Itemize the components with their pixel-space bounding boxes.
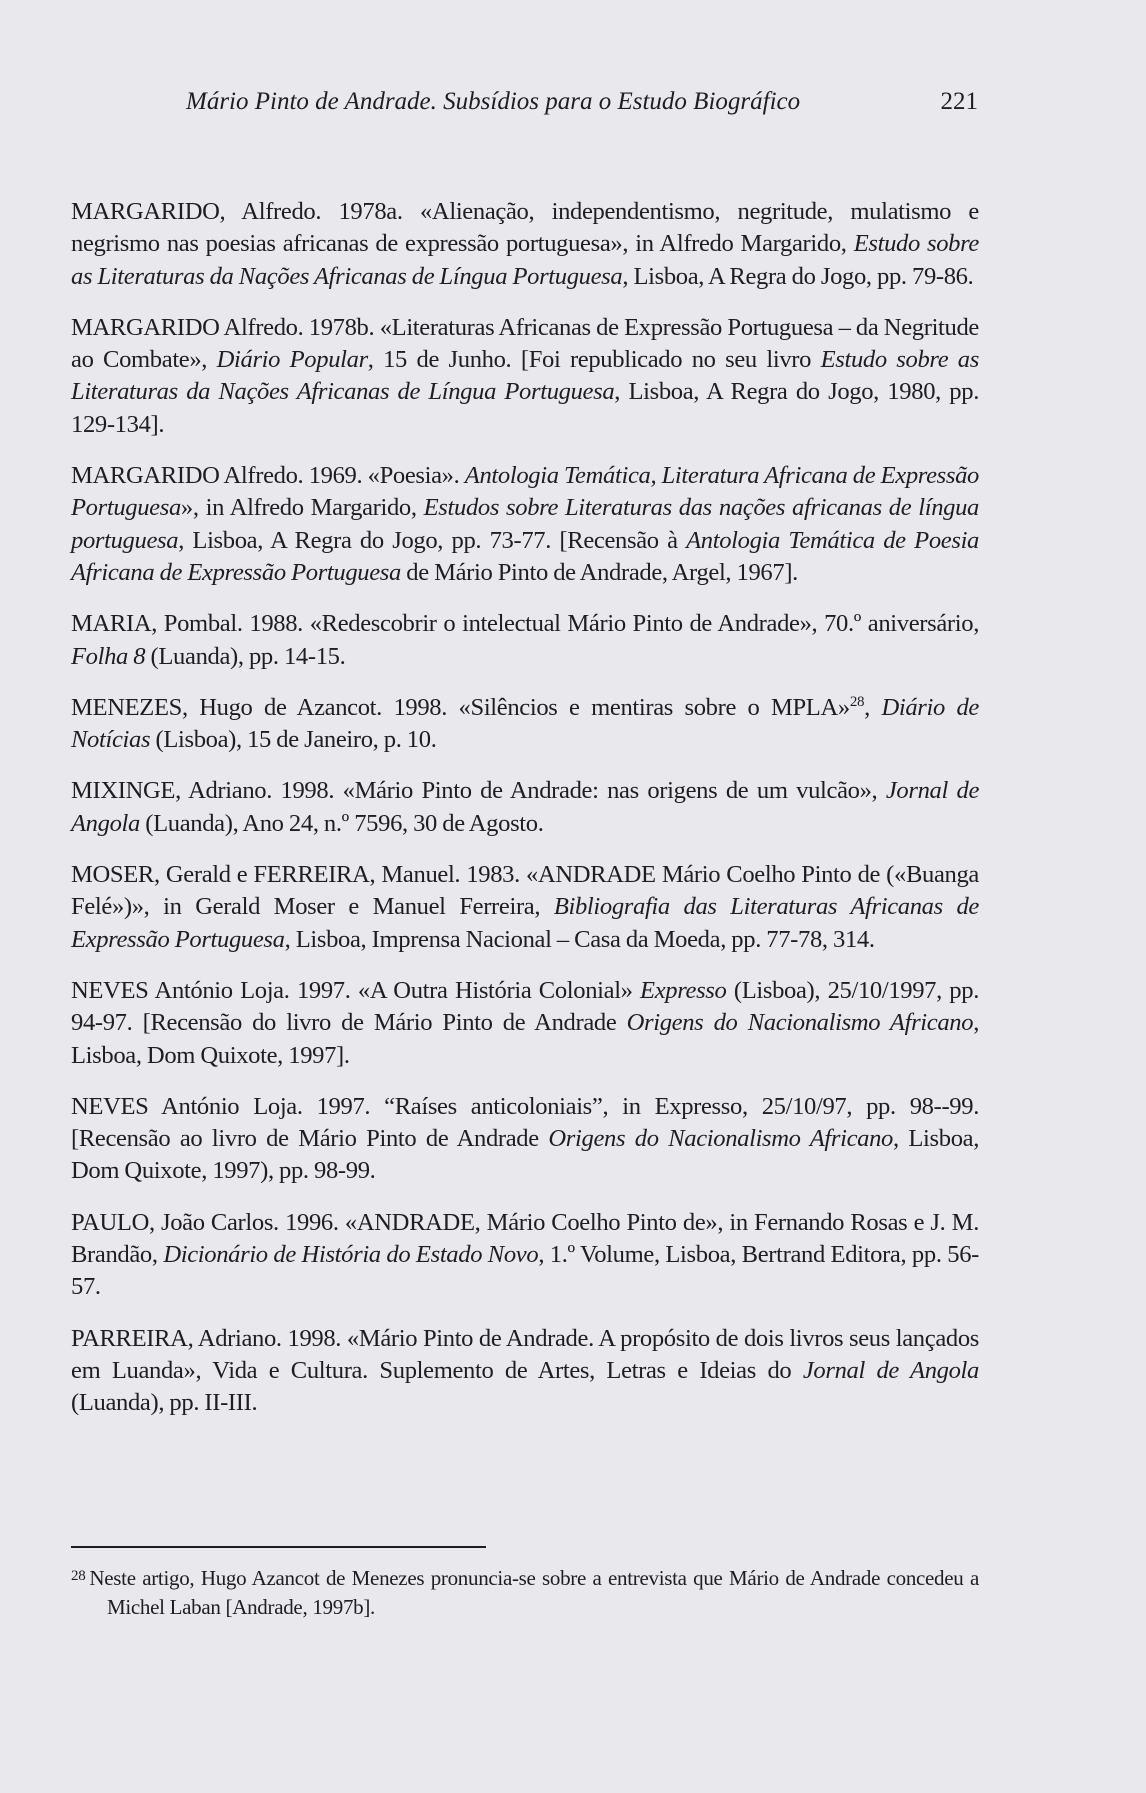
entry-text: , Lisboa, Dom Quixote, 1997].	[71, 1009, 979, 1069]
entry-text: , Lisboa, Dom Quixote, 1997), pp. 98-99.	[71, 1125, 980, 1185]
bibliography-entry	[71, 608, 979, 673]
entry-title-italic: Estudo sobre as Literaturas da Nações Africanas de Língua Portuguesa	[71, 346, 979, 406]
running-title: Mário Pinto de Andrade. Subsídios para o Estudo Biográfico	[186, 88, 801, 115]
entry-text: NEVES António Loja. 1997. «A Outra História Colonial»	[71, 976, 641, 1004]
entry-text: MARIA, Pombal. 1988. «Redescobrir o intelectual Mário Pinto de Andrade», 70.º aniversário,	[71, 610, 979, 638]
footnote	[71, 1562, 979, 1622]
entry-text: , 15 de Junho. [Foi republicado no seu livro	[367, 346, 821, 374]
entry-title-italic: Diário Popular	[216, 346, 368, 374]
entry-title-italic: Estudo sobre as Literaturas da Nações Africanas de Língua Portuguesa	[71, 230, 980, 290]
footnote-reference: 28	[849, 693, 865, 710]
entry-text: MOSER, Gerald e FERREIRA, Manuel. 1983. «ANDRADE Mário Coelho Pinto de («Buanga Felé»)», in Gerald Moser e Manuel Ferreira,	[71, 861, 979, 921]
entry-text: de Mário Pinto de Andrade, Argel, 1967].	[400, 558, 798, 586]
entry-text: MARGARIDO Alfredo. 1969. «Poesia».	[71, 462, 465, 490]
bibliography-entry	[71, 1207, 979, 1304]
entry-text: MARGARIDO, Alfredo. 1978a. «Alienação, independentismo, negritude, mulatismo e negrismo nas poesias africanas de expressão portuguesa», in Alfredo Margarido,	[71, 198, 979, 258]
entry-title-italic: Diário de Notícias	[71, 693, 979, 754]
entry-text: , Lisboa, Imprensa Nacional – Casa da Moeda, pp. 77-78, 314.	[284, 925, 875, 953]
bibliography-entry	[71, 775, 979, 840]
running-header	[186, 88, 978, 128]
bibliography-entry	[71, 460, 979, 589]
entry-text: », in Alfredo Margarido,	[180, 494, 424, 522]
bibliography-entry	[71, 1091, 979, 1188]
entry-title-italic: Expresso	[640, 976, 727, 1004]
entry-title-italic: Antologia Temática, Literatura Africana de Expressão Portuguesa	[71, 462, 979, 522]
bibliography-entry	[71, 859, 979, 956]
entry-title-italic: Origens do Nacionalismo Africano	[548, 1125, 894, 1153]
entry-title-italic: Antologia Temática de Poesia Africana de Expressão Portuguesa	[71, 526, 979, 586]
entry-text: (Luanda), pp. 14-15.	[145, 642, 346, 670]
entry-text: (Luanda), Ano 24, n.º 7596, 30 de Agosto.	[139, 809, 544, 837]
footnote-divider	[71, 1546, 486, 1548]
entry-text: , Lisboa, A Regra do Jogo, 1980, pp. 129-134].	[71, 378, 979, 438]
footnote-number: 28	[71, 1568, 86, 1584]
bibliography-entry	[71, 312, 979, 441]
footnote-text: Neste artigo, Hugo Azancot de Menezes pronuncia-se sobre a entrevista que Mário de Andrade concedeu a Michel Laban [Andrade, 1997b].	[89, 1566, 979, 1619]
entry-text: , Lisboa, A Regra do Jogo, pp. 73-77. [Recensão à	[178, 526, 687, 554]
entry-title-italic: Folha 8	[71, 642, 146, 670]
entry-title-italic: Bibliografia das Literaturas Africanas de Expressão Portuguesa	[71, 893, 979, 953]
bibliography-entry	[71, 196, 979, 293]
entry-text: ,	[864, 693, 882, 721]
entry-text: MARGARIDO Alfredo. 1978b. «Literaturas Africanas de Expressão Portuguesa – da Negritude ao Combate»,	[71, 313, 979, 374]
bibliography-entry	[71, 975, 979, 1072]
bibliography-entry	[71, 692, 979, 757]
entry-text: NEVES António Loja. 1997. “Raíses anticoloniais”, in Expresso, 25/10/97, pp. 98--99. [Recensão ao livro de Mário Pinto de Andrade	[71, 1092, 979, 1153]
entry-text: , 1.º Volume, Lisboa, Bertrand Editora, pp. 56-57.	[71, 1241, 979, 1301]
entry-text: MENEZES, Hugo de Azancot. 1998. «Silêncios e mentiras sobre o MPLA»	[71, 693, 850, 721]
entry-title-italic: Jornal de Angola	[802, 1356, 979, 1384]
bibliography-list	[71, 196, 979, 1439]
entry-title-italic: Jornal de Angola	[71, 777, 980, 837]
entry-title-italic: Estudos sobre Literaturas das nações africanas de língua portuguesa	[71, 494, 979, 554]
page-number: 221	[940, 88, 978, 115]
entry-text: (Lisboa), 15 de Janeiro, p. 10.	[150, 726, 437, 754]
bibliography-entry	[71, 1323, 979, 1420]
entry-text: PAULO, João Carlos. 1996. «ANDRADE, Mário Coelho Pinto de», in Fernando Rosas e J. M. Brandão,	[71, 1208, 979, 1269]
entry-text: (Luanda), pp. II-III.	[71, 1389, 258, 1417]
entry-text: MIXINGE, Adriano. 1998. «Mário Pinto de Andrade: nas origens de um vulcão»,	[71, 777, 886, 805]
entry-text: (Lisboa), 25/10/1997, pp. 94-97. [Recensão do livro de Mário Pinto de Andrade	[71, 976, 980, 1037]
entry-text: , Lisboa, A Regra do Jogo, pp. 79-86.	[622, 262, 974, 290]
entry-text: PARREIRA, Adriano. 1998. «Mário Pinto de Andrade. A propósito de dois livros seus lançados em Luanda», Vida e Cultura. Suplemento de Artes, Letras e Ideias do	[71, 1324, 979, 1384]
entry-title-italic: Dicionário de História do Estado Novo	[163, 1241, 539, 1269]
entry-title-italic: Origens do Nacionalismo Africano	[626, 1009, 974, 1037]
